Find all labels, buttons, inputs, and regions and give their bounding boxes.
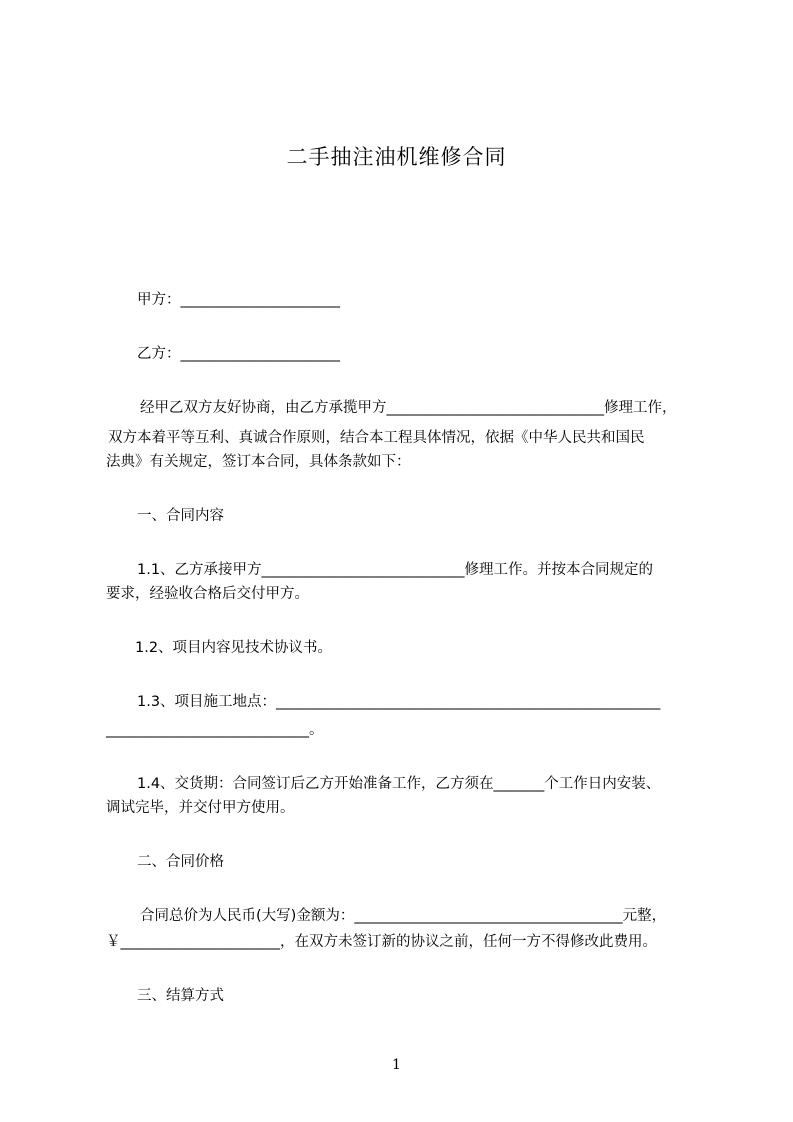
document-title: 二手抽注油机维修合同 bbox=[286, 145, 507, 169]
section-3-heading: 三、结算方式 bbox=[137, 988, 224, 1004]
section-2-heading: 二、合同价格 bbox=[137, 854, 224, 870]
price-line-1: 合同总价为人民币(大写)金额为：_____________________________________元整， bbox=[140, 908, 667, 924]
clause-1-1-line-1: 1.1、乙方承接甲方____________________________修理工作。并按本合同规定的 bbox=[137, 562, 654, 578]
party-b-line: 乙方：______________________ bbox=[137, 346, 340, 362]
clause-1-4-line-1: 1.4、交货期：合同签订后乙方开始准备工作，乙方须在_______个工作日内安装、 bbox=[137, 776, 661, 792]
page-number: 1 bbox=[392, 1057, 401, 1073]
intro-paragraph-line-1: 经甲乙双方友好协商，由乙方承揽甲方______________________________修理工作， bbox=[140, 400, 677, 416]
clause-1-1-line-2: 要求，经验收合格后交付甲方。 bbox=[106, 586, 309, 602]
party-a-line: 甲方：______________________ bbox=[137, 292, 340, 308]
section-1-heading: 一、合同内容 bbox=[137, 508, 224, 524]
intro-paragraph-line-2: 双方本着平等互利、真诚合作原则，结合本工程具体情况，依据《中华人民共和国民 bbox=[108, 430, 645, 446]
clause-1-2: 1.2、项目内容见技术协议书。 bbox=[135, 640, 333, 656]
price-line-2: ￥______________________，在双方未签订新的协议之前，任何一方不得修改此费用。 bbox=[106, 934, 657, 950]
clause-1-4-line-2: 调试完毕，并交付甲方使用。 bbox=[106, 800, 295, 816]
clause-1-3-line-2: ____________________________。 bbox=[106, 722, 324, 738]
clause-1-3-line-1: 1.3、项目施工地点：_____________________________________________________ bbox=[137, 694, 661, 710]
intro-paragraph-line-3: 法典》有关规定，签订本合同，具体条款如下： bbox=[106, 454, 411, 470]
